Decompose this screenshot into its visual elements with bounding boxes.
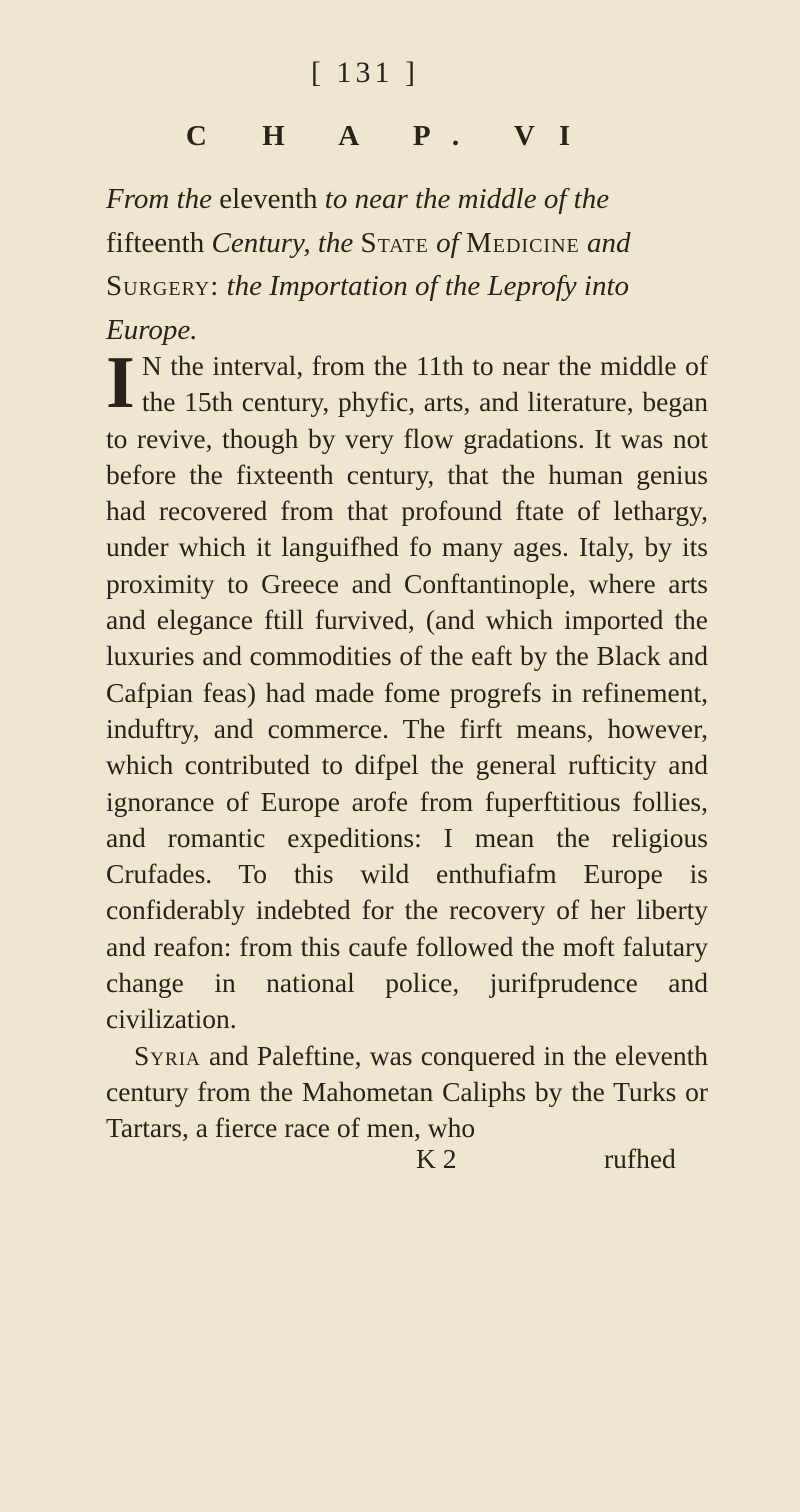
chapter-heading: C H A P. VI (185, 120, 595, 152)
signature-mark: K 2 (416, 1143, 457, 1174)
summary-part: and (587, 226, 631, 259)
catchword: rufhed (604, 1143, 676, 1174)
summary-part: Surgery: (106, 270, 220, 302)
chapter-summary (106, 178, 706, 352)
page-number: [ 131 ] (311, 56, 419, 89)
summary-part: eleventh (219, 183, 318, 215)
paragraph (106, 342, 708, 1038)
summary-part: From the (106, 183, 213, 215)
paragraph-text: and Paleftine, was conquered in the eleventh century from the Mahometan Caliphs by the Turks or Tartars, a fierce race of men, who (106, 1039, 709, 1144)
paragraph (106, 1038, 708, 1147)
summary-part: Medicine (465, 226, 580, 259)
paragraph-lead: Syria (134, 1039, 201, 1071)
summary-part: Century, the (211, 226, 354, 259)
summary-part: of (436, 226, 459, 259)
summary-part: the Importation of the Leprofy into Europe. (106, 270, 630, 346)
summary-part: State (360, 226, 429, 259)
summary-part: to near the middle of the (324, 183, 610, 215)
summary-part: fifteenth (106, 226, 205, 259)
drop-cap: I (106, 342, 135, 424)
paragraph-text: N the interval, from the 11th to near the middle of the 15th century, phyfic, arts, and literature, began to revive, though by very flow gradations. It was not before the fixteenth century, that the human genius had recovered from that profound ftate of lethargy, under which it languifhed fo many ages. Italy, by its proximity to Greece and Conftantinople, where arts and elegance ftill furvived, (and which imported the luxuries and commodities of the eaft by the Black and Cafpian feas) had made fome progrefs in refinement, induftry, and commerce. The firft means, however, which contributed to difpel the general rufticity and ignorance of Europe arofe from fuperftitious follies, and romantic expeditions: I mean the religious Crufades. To this wild enthufiafm Europe is confiderably indebted for the recovery of her liberty and reafon: from this caufe followed the moft falutary change in national police, jurifprudence and civilization. (106, 350, 708, 1035)
body-text (106, 342, 709, 1147)
